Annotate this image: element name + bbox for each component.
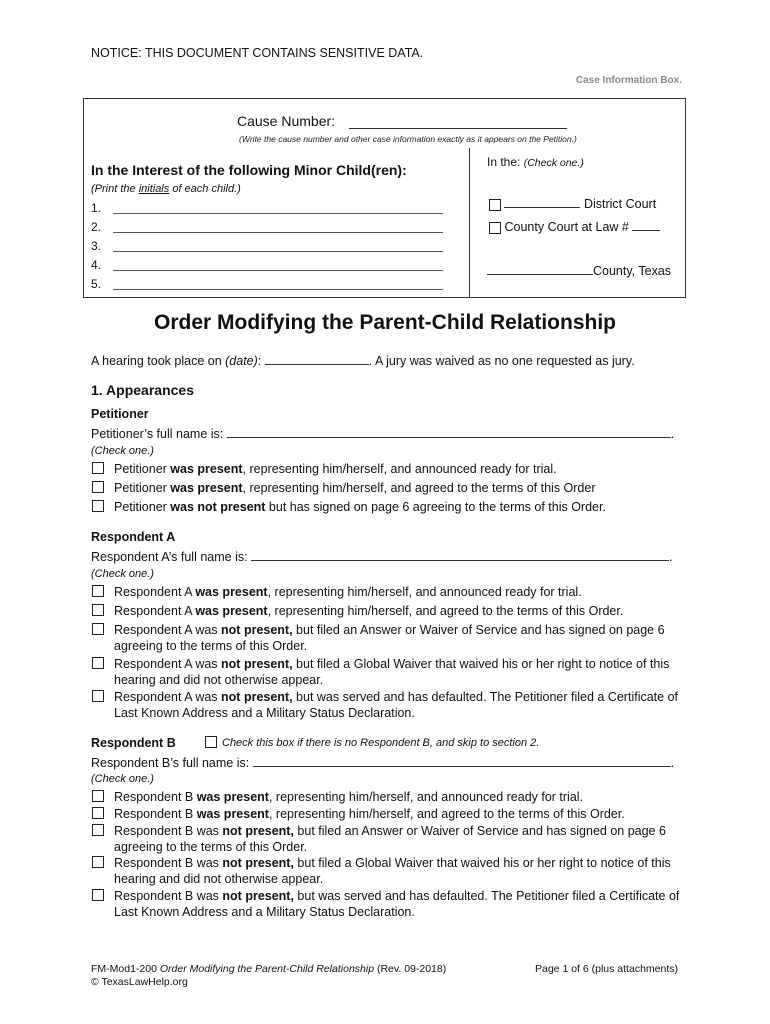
child-initials-field[interactable] xyxy=(113,213,443,214)
petitioner-checkbox[interactable] xyxy=(92,481,104,493)
case-box-divider xyxy=(469,148,470,298)
respondent-a-checkbox[interactable] xyxy=(92,604,104,616)
respondent-a-name-field[interactable] xyxy=(251,549,669,561)
respondent-b-name-row: Respondent B’s full name is: . xyxy=(91,756,675,770)
cause-number-label: Cause Number: xyxy=(237,113,336,129)
respondent-b-option[interactable]: Respondent B was not present, but was served and has defaulted. The Petitioner filed a Certificate of Last Known Address and a Military Status Declaration. xyxy=(91,888,691,920)
footer-form-info: FM-Mod1-200 Order Modifying the Parent-Child Relationship (Rev. 09-2018) © TexasLawHelp.org xyxy=(91,963,447,988)
respondent-a-checkbox[interactable] xyxy=(92,690,104,702)
case-information-label: Case Information Box. xyxy=(575,75,682,86)
respondent-b-checkbox[interactable] xyxy=(92,807,104,819)
district-court-checkbox[interactable] xyxy=(489,199,501,211)
document-title: Order Modifying the Parent-Child Relationship xyxy=(153,311,617,334)
child-initials-field[interactable] xyxy=(113,232,443,233)
district-court-label: District Court xyxy=(583,197,657,211)
no-respondent-b-checkbox[interactable] xyxy=(205,736,217,748)
hearing-line: A hearing took place on (date): . A jury was waived as no one requested as jury. xyxy=(91,354,635,368)
petitioner-option[interactable]: Petitioner was not present but has signed on page 6 agreeing to the terms of this Order. xyxy=(91,499,691,515)
respondent-b-option[interactable]: Respondent B was present, representing him/herself, and agreed to the terms of this Order. xyxy=(91,806,691,822)
petitioner-name-row: Petitioner’s full name is: . xyxy=(91,427,675,441)
county-field-row xyxy=(487,263,671,278)
child-number: 3. xyxy=(91,239,102,253)
child-number: 2. xyxy=(91,220,102,234)
respondent-b-checkbox[interactable] xyxy=(92,856,104,868)
child-number: 5. xyxy=(91,277,102,291)
child-initials-field[interactable] xyxy=(113,251,443,252)
respondent-a-heading: Respondent A xyxy=(91,530,176,544)
district-court-option[interactable] xyxy=(489,196,656,211)
petitioner-name-field[interactable] xyxy=(227,426,671,438)
petitioner-option[interactable]: Petitioner was present, representing him/herself, and agreed to the terms of this Order xyxy=(91,480,691,496)
county-court-number-field[interactable] xyxy=(632,219,660,231)
petitioner-checkbox[interactable] xyxy=(92,500,104,512)
check-one-note: (Check one.) xyxy=(91,568,154,580)
petitioner-option[interactable]: Petitioner was present, representing him/herself, and announced ready for trial. xyxy=(91,461,691,477)
respondent-b-option[interactable]: Respondent B was not present, but filed a Global Waiver that waived his or her right to notice of this hearing and did not otherwise appear. xyxy=(91,855,691,887)
respondent-b-heading: Respondent B xyxy=(91,736,176,750)
respondent-b-checkbox[interactable] xyxy=(92,790,104,802)
respondent-b-option[interactable]: Respondent B was not present, but filed an Answer or Waiver of Service and has signed on page 6 agreeing to the terms of this Order. xyxy=(91,823,691,855)
respondent-a-name-row: Respondent A’s full name is: . xyxy=(91,550,673,564)
county-texas-label: County, Texas xyxy=(593,264,672,278)
print-initials-note: (Print the initials of each child.) xyxy=(91,183,241,195)
cause-number-field[interactable] xyxy=(349,128,567,129)
petitioner-heading: Petitioner xyxy=(91,407,149,421)
check-one-note: (Check one.) xyxy=(91,445,154,457)
respondent-a-checkbox[interactable] xyxy=(92,657,104,669)
respondent-a-option[interactable]: Respondent A was present, representing him/herself, and announced ready for trial. xyxy=(91,584,691,600)
respondent-a-checkbox[interactable] xyxy=(92,585,104,597)
court-type-label: In the: (Check one.) xyxy=(487,155,584,169)
footer-page-number: Page 1 of 6 (plus attachments) xyxy=(535,963,678,975)
county-court-label: County Court at Law # xyxy=(504,220,629,234)
respondent-b-checkbox[interactable] xyxy=(92,824,104,836)
respondent-b-name-field[interactable] xyxy=(253,755,671,767)
respondent-b-checkbox[interactable] xyxy=(92,889,104,901)
petitioner-checkbox[interactable] xyxy=(92,462,104,474)
sensitive-data-notice: NOTICE: THIS DOCUMENT CONTAINS SENSITIVE DATA. xyxy=(91,46,424,60)
footer-copyright: © TexasLawHelp.org xyxy=(91,976,188,988)
county-court-checkbox[interactable] xyxy=(489,222,501,234)
respondent-a-option[interactable]: Respondent A was not present, but filed an Answer or Waiver of Service and has signed on page 6 agreeing to the terms of this Order. xyxy=(91,622,691,654)
child-number: 1. xyxy=(91,201,102,215)
section-heading-appearances: 1. Appearances xyxy=(91,382,194,398)
respondent-a-option[interactable]: Respondent A was not present, but was served and has defaulted. The Petitioner filed a Certificate of Last Known Address and a Military Status Declaration. xyxy=(91,689,691,721)
no-respondent-b-option[interactable]: Check this box if there is no Respondent B, and skip to section 2. xyxy=(205,736,539,749)
respondent-a-checkbox[interactable] xyxy=(92,623,104,635)
respondent-b-option[interactable]: Respondent B was present, representing him/herself, and announced ready for trial. xyxy=(91,789,691,805)
county-court-option[interactable] xyxy=(489,219,660,234)
minor-children-heading: In the Interest of the following Minor Child(ren): xyxy=(91,162,407,178)
hearing-date-field[interactable] xyxy=(265,353,369,365)
county-name-field[interactable] xyxy=(487,263,593,275)
district-court-number-field[interactable] xyxy=(504,196,580,208)
child-number: 4. xyxy=(91,258,102,272)
check-one-note: (Check one.) xyxy=(91,773,154,785)
respondent-a-option[interactable]: Respondent A was present, representing him/herself, and agreed to the terms of this Order. xyxy=(91,603,691,619)
child-initials-field[interactable] xyxy=(113,289,443,290)
child-initials-field[interactable] xyxy=(113,270,443,271)
respondent-a-option[interactable]: Respondent A was not present, but filed a Global Waiver that waived his or her right to notice of this hearing and did not otherwise appear. xyxy=(91,656,691,688)
cause-number-note: (Write the cause number and other case information exactly as it appears on the Petition.) xyxy=(239,134,577,144)
